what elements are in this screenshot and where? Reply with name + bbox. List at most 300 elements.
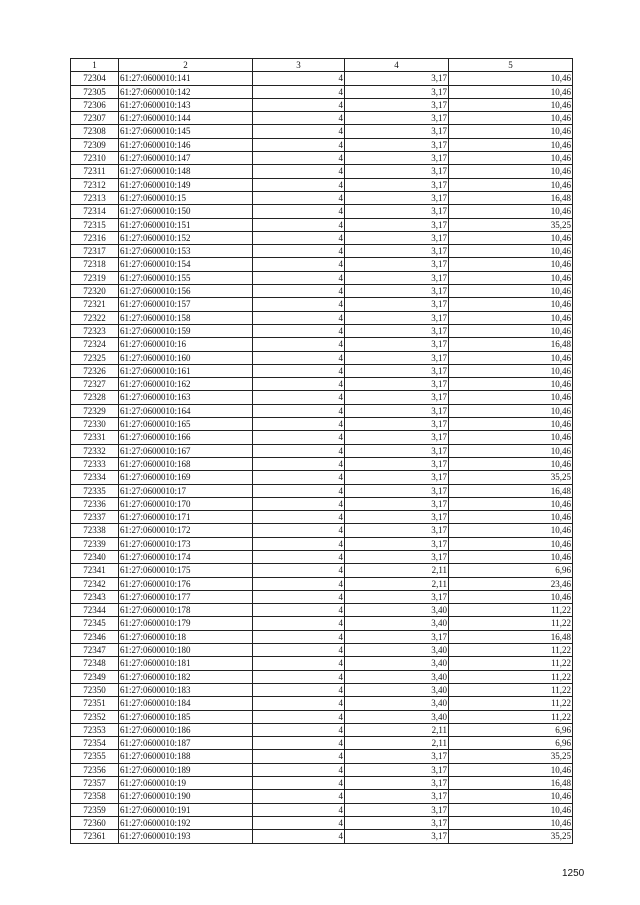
table-cell: 10,46 <box>449 790 573 803</box>
table-cell: 4 <box>253 418 345 431</box>
table-cell: 10,46 <box>449 231 573 244</box>
table-cell: 61:27:0600010:178 <box>119 604 253 617</box>
table-cell: 3,17 <box>345 803 449 816</box>
table-cell: 10,46 <box>449 524 573 537</box>
table-cell: 61:27:0600010:173 <box>119 537 253 550</box>
table-cell: 4 <box>253 550 345 563</box>
table-cell: 16,48 <box>449 191 573 204</box>
table-cell: 2,11 <box>345 564 449 577</box>
table-row <box>71 803 573 816</box>
table-cell: 10,46 <box>449 285 573 298</box>
table-cell: 61:27:0600010:175 <box>119 564 253 577</box>
table-cell: 10,46 <box>449 138 573 151</box>
table-cell: 72340 <box>71 550 119 563</box>
table-cell: 4 <box>253 644 345 657</box>
table-cell: 10,46 <box>449 444 573 457</box>
table-row <box>71 590 573 603</box>
table-cell: 4 <box>253 245 345 258</box>
table-row <box>71 378 573 391</box>
table-row <box>71 218 573 231</box>
table-row <box>71 763 573 776</box>
table-cell: 11,22 <box>449 683 573 696</box>
table-cell: 61:27:0600010:169 <box>119 471 253 484</box>
table-cell: 10,46 <box>449 311 573 324</box>
column-header: 5 <box>449 59 573 72</box>
table-cell: 61:27:0600010:17 <box>119 484 253 497</box>
table-cell: 61:27:0600010:153 <box>119 245 253 258</box>
table-cell: 72359 <box>71 803 119 816</box>
table-row <box>71 351 573 364</box>
table-cell: 6,96 <box>449 564 573 577</box>
table-cell: 61:27:0600010:19 <box>119 777 253 790</box>
table-cell: 72343 <box>71 590 119 603</box>
table-cell: 4 <box>253 604 345 617</box>
table-row <box>71 391 573 404</box>
table-cell: 72330 <box>71 418 119 431</box>
table-cell: 61:27:0600010:166 <box>119 431 253 444</box>
table-cell: 4 <box>253 98 345 111</box>
table-cell: 61:27:0600010:172 <box>119 524 253 537</box>
column-header: 2 <box>119 59 253 72</box>
table-cell: 61:27:0600010:142 <box>119 85 253 98</box>
table-row <box>71 364 573 377</box>
table-row <box>71 404 573 417</box>
table-cell: 10,46 <box>449 391 573 404</box>
table-cell: 72318 <box>71 258 119 271</box>
table-cell: 61:27:0600010:151 <box>119 218 253 231</box>
table-cell: 61:27:0600010:177 <box>119 590 253 603</box>
table-row <box>71 710 573 723</box>
table-row <box>71 191 573 204</box>
table-row <box>71 537 573 550</box>
table-cell: 61:27:0600010:188 <box>119 750 253 763</box>
table-cell: 72357 <box>71 777 119 790</box>
table-cell: 72358 <box>71 790 119 803</box>
table-cell: 61:27:0600010:183 <box>119 683 253 696</box>
table-row <box>71 604 573 617</box>
table-cell: 61:27:0600010:191 <box>119 803 253 816</box>
table-cell: 10,46 <box>449 590 573 603</box>
table-cell: 3,17 <box>345 245 449 258</box>
table-cell: 61:27:0600010:18 <box>119 630 253 643</box>
table-cell: 35,25 <box>449 750 573 763</box>
table-cell: 3,40 <box>345 604 449 617</box>
table-cell: 61:27:0600010:182 <box>119 670 253 683</box>
table-cell: 35,25 <box>449 471 573 484</box>
table-row <box>71 285 573 298</box>
table-cell: 4 <box>253 205 345 218</box>
table-cell: 3,17 <box>345 537 449 550</box>
table-cell: 61:27:0600010:141 <box>119 72 253 85</box>
table-cell: 3,17 <box>345 125 449 138</box>
table-cell: 72341 <box>71 564 119 577</box>
table-cell: 4 <box>253 577 345 590</box>
table-cell: 4 <box>253 285 345 298</box>
table-cell: 10,46 <box>449 418 573 431</box>
table-cell: 3,17 <box>345 777 449 790</box>
table-cell: 4 <box>253 617 345 630</box>
table-cell: 72322 <box>71 311 119 324</box>
table-row <box>71 431 573 444</box>
table-cell: 10,46 <box>449 497 573 510</box>
table-cell: 72342 <box>71 577 119 590</box>
table-row <box>71 444 573 457</box>
table-row <box>71 457 573 470</box>
table-row <box>71 723 573 736</box>
table-cell: 10,46 <box>449 271 573 284</box>
table-cell: 72354 <box>71 737 119 750</box>
table-row <box>71 178 573 191</box>
table-cell: 72335 <box>71 484 119 497</box>
table-cell: 61:27:0600010:152 <box>119 231 253 244</box>
table-cell: 72339 <box>71 537 119 550</box>
table-cell: 3,17 <box>345 378 449 391</box>
table-cell: 10,46 <box>449 351 573 364</box>
table-cell: 61:27:0600010:179 <box>119 617 253 630</box>
table-cell: 4 <box>253 484 345 497</box>
table-cell: 4 <box>253 763 345 776</box>
table-cell: 72314 <box>71 205 119 218</box>
table-cell: 16,48 <box>449 484 573 497</box>
table-cell: 72329 <box>71 404 119 417</box>
table-cell: 72344 <box>71 604 119 617</box>
table-cell: 61:27:0600010:174 <box>119 550 253 563</box>
table-cell: 4 <box>253 750 345 763</box>
table-cell: 10,46 <box>449 364 573 377</box>
table-cell: 72305 <box>71 85 119 98</box>
table-row <box>71 471 573 484</box>
table-cell: 3,40 <box>345 617 449 630</box>
table-cell: 4 <box>253 152 345 165</box>
table-cell: 72333 <box>71 457 119 470</box>
table-row <box>71 630 573 643</box>
table-cell: 4 <box>253 112 345 125</box>
table-cell: 3,40 <box>345 644 449 657</box>
table-cell: 61:27:0600010:161 <box>119 364 253 377</box>
table-cell: 3,17 <box>345 418 449 431</box>
table-cell: 72356 <box>71 763 119 776</box>
table-cell: 72349 <box>71 670 119 683</box>
table-cell: 72313 <box>71 191 119 204</box>
table-cell: 2,11 <box>345 577 449 590</box>
table-row <box>71 750 573 763</box>
table-row <box>71 497 573 510</box>
table-cell: 72321 <box>71 298 119 311</box>
table-cell: 3,17 <box>345 364 449 377</box>
table-cell: 72327 <box>71 378 119 391</box>
table-cell: 61:27:0600010:148 <box>119 165 253 178</box>
table-cell: 61:27:0600010:159 <box>119 324 253 337</box>
table-cell: 61:27:0600010:186 <box>119 723 253 736</box>
table-cell: 3,17 <box>345 258 449 271</box>
table-cell: 72317 <box>71 245 119 258</box>
table-cell: 61:27:0600010:15 <box>119 191 253 204</box>
table-cell: 3,17 <box>345 85 449 98</box>
table-cell: 3,17 <box>345 218 449 231</box>
table-row <box>71 72 573 85</box>
table-cell: 11,22 <box>449 710 573 723</box>
table-cell: 3,17 <box>345 311 449 324</box>
table-cell: 11,22 <box>449 657 573 670</box>
table-cell: 72325 <box>71 351 119 364</box>
table-cell: 61:27:0600010:185 <box>119 710 253 723</box>
table-cell: 4 <box>253 218 345 231</box>
table-cell: 4 <box>253 378 345 391</box>
table-cell: 4 <box>253 710 345 723</box>
table-cell: 10,46 <box>449 85 573 98</box>
table-row <box>71 231 573 244</box>
table-cell: 4 <box>253 511 345 524</box>
table-cell: 72337 <box>71 511 119 524</box>
column-header: 3 <box>253 59 345 72</box>
table-cell: 3,40 <box>345 683 449 696</box>
table-cell: 11,22 <box>449 604 573 617</box>
table-cell: 72310 <box>71 152 119 165</box>
table-cell: 61:27:0600010:167 <box>119 444 253 457</box>
table-cell: 16,48 <box>449 338 573 351</box>
table-cell: 61:27:0600010:158 <box>119 311 253 324</box>
table-cell: 3,17 <box>345 271 449 284</box>
table-cell: 61:27:0600010:181 <box>119 657 253 670</box>
table-cell: 3,17 <box>345 484 449 497</box>
column-header: 1 <box>71 59 119 72</box>
table-cell: 23,46 <box>449 577 573 590</box>
table-cell: 10,46 <box>449 165 573 178</box>
table-row <box>71 816 573 829</box>
table-row <box>71 85 573 98</box>
table-cell: 72308 <box>71 125 119 138</box>
table-cell: 4 <box>253 138 345 151</box>
table-cell: 10,46 <box>449 324 573 337</box>
table-cell: 4 <box>253 590 345 603</box>
table-cell: 3,17 <box>345 590 449 603</box>
table-cell: 61:27:0600010:190 <box>119 790 253 803</box>
table-cell: 3,17 <box>345 790 449 803</box>
table-cell: 3,40 <box>345 657 449 670</box>
table-cell: 16,48 <box>449 630 573 643</box>
table-row <box>71 644 573 657</box>
table-cell: 4 <box>253 790 345 803</box>
table-cell: 61:27:0600010:154 <box>119 258 253 271</box>
table-cell: 72315 <box>71 218 119 231</box>
table-cell: 61:27:0600010:150 <box>119 205 253 218</box>
table-cell: 3,17 <box>345 231 449 244</box>
table-cell: 4 <box>253 816 345 829</box>
table-cell: 3,17 <box>345 511 449 524</box>
table-cell: 4 <box>253 777 345 790</box>
table-cell: 4 <box>253 404 345 417</box>
table-cell: 72320 <box>71 285 119 298</box>
table-cell: 35,25 <box>449 830 573 843</box>
table-row <box>71 577 573 590</box>
table-row <box>71 311 573 324</box>
table-cell: 72360 <box>71 816 119 829</box>
table-cell: 10,46 <box>449 550 573 563</box>
table-row <box>71 125 573 138</box>
table-row <box>71 657 573 670</box>
table-cell: 72311 <box>71 165 119 178</box>
table-cell: 72353 <box>71 723 119 736</box>
table-cell: 10,46 <box>449 457 573 470</box>
table-cell: 72361 <box>71 830 119 843</box>
table-cell: 4 <box>253 630 345 643</box>
table-cell: 72324 <box>71 338 119 351</box>
table-cell: 3,17 <box>345 404 449 417</box>
table-cell: 11,22 <box>449 697 573 710</box>
table-cell: 4 <box>253 697 345 710</box>
table-cell: 61:27:0600010:145 <box>119 125 253 138</box>
header-row <box>71 59 573 72</box>
table-cell: 72332 <box>71 444 119 457</box>
table-cell: 3,17 <box>345 391 449 404</box>
table-cell: 4 <box>253 351 345 364</box>
table-row <box>71 298 573 311</box>
table-cell: 61:27:0600010:180 <box>119 644 253 657</box>
table-cell: 61:27:0600010:168 <box>119 457 253 470</box>
table-row <box>71 418 573 431</box>
column-header: 4 <box>345 59 449 72</box>
table-cell: 61:27:0600010:189 <box>119 763 253 776</box>
table-row <box>71 511 573 524</box>
table-cell: 72319 <box>71 271 119 284</box>
table-cell: 10,46 <box>449 378 573 391</box>
table-row <box>71 258 573 271</box>
table-row <box>71 564 573 577</box>
page-number: 1250 <box>562 868 585 879</box>
table-cell: 4 <box>253 497 345 510</box>
table-row <box>71 777 573 790</box>
table-cell: 4 <box>253 683 345 696</box>
table-cell: 61:27:0600010:157 <box>119 298 253 311</box>
table-row <box>71 138 573 151</box>
table-cell: 10,46 <box>449 537 573 550</box>
table-cell: 10,46 <box>449 298 573 311</box>
table-cell: 72334 <box>71 471 119 484</box>
table-cell: 3,40 <box>345 697 449 710</box>
table-cell: 72352 <box>71 710 119 723</box>
table-cell: 61:27:0600010:163 <box>119 391 253 404</box>
table-cell: 4 <box>253 524 345 537</box>
table-cell: 4 <box>253 564 345 577</box>
table-cell: 4 <box>253 391 345 404</box>
table-cell: 4 <box>253 670 345 683</box>
table-cell: 3,17 <box>345 205 449 218</box>
table-cell: 61:27:0600010:156 <box>119 285 253 298</box>
table-cell: 10,46 <box>449 245 573 258</box>
table-cell: 4 <box>253 723 345 736</box>
table-cell: 3,17 <box>345 191 449 204</box>
table-row <box>71 152 573 165</box>
table-cell: 72346 <box>71 630 119 643</box>
table-cell: 3,17 <box>345 457 449 470</box>
table-cell: 3,17 <box>345 138 449 151</box>
table-cell: 61:27:0600010:160 <box>119 351 253 364</box>
table-row <box>71 271 573 284</box>
table-cell: 10,46 <box>449 72 573 85</box>
table-cell: 3,17 <box>345 112 449 125</box>
table-cell: 3,40 <box>345 710 449 723</box>
table-cell: 72351 <box>71 697 119 710</box>
table-cell: 3,17 <box>345 72 449 85</box>
table-cell: 4 <box>253 231 345 244</box>
table-cell: 10,46 <box>449 404 573 417</box>
table-cell: 61:27:0600010:171 <box>119 511 253 524</box>
table-cell: 4 <box>253 338 345 351</box>
table-cell: 4 <box>253 271 345 284</box>
table-cell: 3,17 <box>345 471 449 484</box>
table-row <box>71 550 573 563</box>
table-cell: 3,17 <box>345 324 449 337</box>
table-cell: 10,46 <box>449 511 573 524</box>
table-row <box>71 165 573 178</box>
table-cell: 61:27:0600010:146 <box>119 138 253 151</box>
table-row <box>71 697 573 710</box>
table-cell: 4 <box>253 803 345 816</box>
table-row <box>71 484 573 497</box>
table-cell: 6,96 <box>449 737 573 750</box>
table-cell: 4 <box>253 165 345 178</box>
table-cell: 3,17 <box>345 298 449 311</box>
table-cell: 72331 <box>71 431 119 444</box>
table-cell: 4 <box>253 657 345 670</box>
table-cell: 3,17 <box>345 630 449 643</box>
table-row <box>71 737 573 750</box>
table-cell: 61:27:0600010:184 <box>119 697 253 710</box>
table-cell: 61:27:0600010:170 <box>119 497 253 510</box>
table-cell: 72348 <box>71 657 119 670</box>
table-cell: 72323 <box>71 324 119 337</box>
table-cell: 3,40 <box>345 670 449 683</box>
table-cell: 2,11 <box>345 723 449 736</box>
table-cell: 4 <box>253 85 345 98</box>
table-cell: 72316 <box>71 231 119 244</box>
table-cell: 72326 <box>71 364 119 377</box>
table-cell: 4 <box>253 178 345 191</box>
table-cell: 10,46 <box>449 178 573 191</box>
table-cell: 16,48 <box>449 777 573 790</box>
table-cell: 3,17 <box>345 750 449 763</box>
table-cell: 11,22 <box>449 644 573 657</box>
table-row <box>71 205 573 218</box>
table-cell: 4 <box>253 125 345 138</box>
table-cell: 4 <box>253 298 345 311</box>
table-row <box>71 683 573 696</box>
table-cell: 4 <box>253 444 345 457</box>
table-cell: 61:27:0600010:155 <box>119 271 253 284</box>
table-cell: 4 <box>253 72 345 85</box>
table-cell: 72336 <box>71 497 119 510</box>
table-cell: 10,46 <box>449 205 573 218</box>
table-cell: 3,17 <box>345 351 449 364</box>
table-row <box>71 790 573 803</box>
table-cell: 61:27:0600010:162 <box>119 378 253 391</box>
table-row <box>71 324 573 337</box>
table-cell: 4 <box>253 431 345 444</box>
table-cell: 61:27:0600010:143 <box>119 98 253 111</box>
table-row <box>71 830 573 843</box>
table-cell: 72312 <box>71 178 119 191</box>
table-cell: 3,17 <box>345 497 449 510</box>
table-cell: 3,17 <box>345 830 449 843</box>
table-cell: 72307 <box>71 112 119 125</box>
table-cell: 61:27:0600010:187 <box>119 737 253 750</box>
table-cell: 4 <box>253 364 345 377</box>
table-cell: 61:27:0600010:147 <box>119 152 253 165</box>
table-cell: 61:27:0600010:144 <box>119 112 253 125</box>
table-cell: 4 <box>253 311 345 324</box>
table-cell: 61:27:0600010:176 <box>119 577 253 590</box>
table-cell: 11,22 <box>449 670 573 683</box>
